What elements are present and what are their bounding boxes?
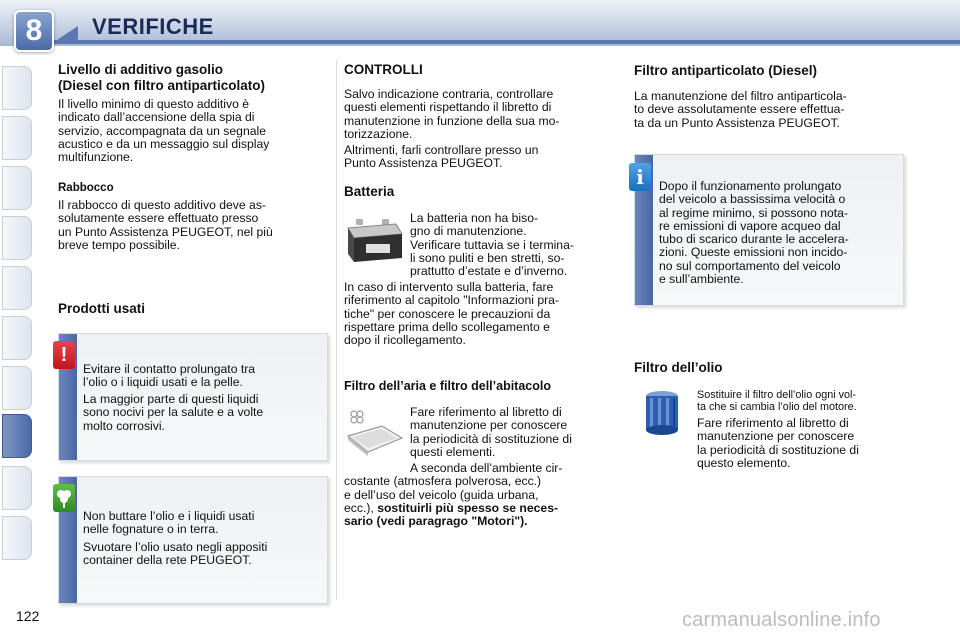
warning-paragraph-2 <box>83 393 321 433</box>
text-line: zioni. Queste emissioni non incido- <box>659 245 848 260</box>
text-line: breve tempo possibile. <box>58 237 180 252</box>
text-line: ta che si cambia l’olio del motore. <box>697 401 857 413</box>
text-line: questi elementi rispettando il libretto di <box>344 100 552 115</box>
text-line: rispettare prima dello scollegamento e <box>344 319 550 334</box>
watermark: carmanualsonline.info <box>682 609 881 631</box>
text-line: riferimento al capitolo "Informazioni pra- <box>344 293 559 308</box>
side-tab-5[interactable] <box>2 266 32 310</box>
text-line: In caso di intervento sulla batteria, fare <box>344 280 554 294</box>
battery-title: Batteria <box>344 184 395 199</box>
text-line: acustico e da un messaggio sul display <box>58 136 270 151</box>
oil-filter-paragraph <box>697 417 905 470</box>
text-line: container della rete PEUGEOT. <box>83 553 252 568</box>
text-line: Dopo il funzionamento prolungato <box>659 179 842 193</box>
text-line: Svuotare l’olio usato negli appositi <box>83 540 268 554</box>
text-line: tubo di scarico durante le accelera- <box>659 232 849 247</box>
page-number: 122 <box>16 608 40 624</box>
side-tab-10[interactable] <box>2 516 32 560</box>
side-tab-2[interactable] <box>2 116 32 160</box>
text-line: Non buttare l’olio e i liquidi usati <box>83 509 255 523</box>
refill-title: Rabbocco <box>58 182 114 194</box>
environment-paragraph-2 <box>83 541 321 568</box>
used-products-title: Prodotti usati <box>58 301 145 316</box>
air-filter-icon <box>344 404 404 460</box>
battery-paragraph-1 <box>410 212 615 278</box>
text-line: sono nocivi per la salute e a volte <box>83 405 264 420</box>
side-tab-6[interactable] <box>2 316 32 360</box>
text-line: La maggior parte di questi liquidi <box>83 392 259 406</box>
text-line: gno di manutenzione. <box>410 224 527 239</box>
text-line: indicato dall’accensione della spia di <box>58 110 255 125</box>
text-line: Sostituire il filtro dell’olio ogni vol- <box>697 389 857 401</box>
text-line: servizio, accompagnata da un segnale <box>58 123 266 138</box>
text-line: Fare riferimento al libretto di <box>410 405 562 419</box>
text-line: Salvo indicazione contraria, controllare <box>344 87 554 101</box>
side-tab-9[interactable] <box>2 466 32 510</box>
text-line: l’olio o i liquidi usati e la pelle. <box>83 375 243 390</box>
text-line: Il rabbocco di questo additivo deve as- <box>58 198 266 212</box>
text-line: un Punto Assistenza PEUGEOT, nel più <box>58 224 273 239</box>
additive-title-line-1: Livello di additivo gasolio <box>58 62 224 77</box>
text-span-bold: sostituirli più spesso se neces- <box>377 500 559 515</box>
text-line: costante (atmosfera polverosa, ecc.) <box>344 474 542 489</box>
column-divider <box>336 60 337 600</box>
text-line: tiche" per conoscere le precauzioni da <box>344 306 551 321</box>
controls-paragraph-1 <box>344 88 615 141</box>
controls-title: CONTROLLI <box>344 62 423 77</box>
chapter-number-tab[interactable]: 8 <box>14 10 54 52</box>
text-line: A seconda dell’ambiente cir- <box>410 461 563 475</box>
text-line: al regime minimo, si possono nota- <box>659 205 848 220</box>
text-line: manutenzione in funzione della sua mo- <box>344 113 560 128</box>
text-line: manutenzione per conoscere <box>410 418 568 433</box>
controls-paragraph-2 <box>344 144 615 171</box>
particle-filter-paragraph <box>634 90 904 130</box>
text-line: nelle fognature o in terra. <box>83 522 219 537</box>
oil-filter-note <box>697 389 905 413</box>
text-span: ecc.), <box>344 500 374 515</box>
text-line: to deve assolutamente essere effettua- <box>634 102 845 117</box>
text-line: Verificare tuttavia se i termina- <box>410 237 574 252</box>
additive-title-line-2: (Diesel con filtro antiparticolato) <box>58 78 266 93</box>
text-line: li sono puliti e ben stretti, so- <box>410 250 565 265</box>
text-line: Punto Assistenza PEUGEOT. <box>344 156 503 171</box>
text-line: Evitare il contatto prolungato tra <box>83 362 256 376</box>
leaf-icon <box>53 484 75 512</box>
text-line: manutenzione per conoscere <box>697 429 855 444</box>
additive-paragraph <box>58 98 326 164</box>
side-tab-3[interactable] <box>2 166 32 210</box>
text-line: questi elementi. <box>410 444 496 459</box>
text-line: dopo il ricollegamento. <box>344 333 466 348</box>
text-line: la periodicità di sostituzione di <box>697 442 859 457</box>
air-filter-title: Filtro dell’aria e filtro dell’abitacolo <box>344 379 551 393</box>
side-tab-7[interactable] <box>2 366 32 410</box>
text-line: solutamente essere effettuato presso <box>58 211 259 226</box>
text-line: La manutenzione del filtro antiparticola- <box>634 89 847 103</box>
side-tab-4[interactable] <box>2 216 32 260</box>
air-filter-paragraph-2 <box>344 462 615 528</box>
refill-paragraph <box>58 199 326 252</box>
text-line: no sul comportamento del veicolo <box>659 258 841 273</box>
text-line: e sull’ambiente. <box>659 272 744 287</box>
text-line: torizzazione. <box>344 126 413 141</box>
side-tab-1[interactable] <box>2 66 32 110</box>
title-underline <box>54 40 960 44</box>
text-line: del veicolo a bassissima velocità o <box>659 192 846 207</box>
air-filter-paragraph-1 <box>410 406 615 459</box>
text-line: La batteria non ha biso- <box>410 211 539 225</box>
text-line: Il livello minimo di questo additivo è <box>58 97 250 111</box>
chapter-title: VERIFICHE <box>92 14 214 39</box>
particle-filter-title: Filtro antiparticolato (Diesel) <box>634 63 818 78</box>
text-line: prattutto d’estate e d’inverno. <box>410 264 568 279</box>
text-line-mixed <box>344 502 615 515</box>
text-line: Fare riferimento al libretto di <box>697 416 849 430</box>
battery-paragraph-2 <box>344 281 615 347</box>
oil-filter-title: Filtro dell’olio <box>634 360 723 375</box>
text-line: molto corrosivi. <box>83 418 165 433</box>
side-tab-8-active[interactable] <box>2 414 32 458</box>
side-chapter-tabs <box>0 60 36 580</box>
battery-icon <box>344 214 404 266</box>
warning-paragraph-1 <box>83 363 321 390</box>
environment-paragraph-1 <box>83 510 321 537</box>
text-line: la periodicità di sostituzione di <box>410 431 572 446</box>
text-line: multifunzione. <box>58 150 134 165</box>
oil-filter-icon <box>638 388 686 440</box>
text-line: questo elemento. <box>697 455 791 470</box>
text-line: ta da un Punto Assistenza PEUGEOT. <box>634 115 840 130</box>
info-paragraph <box>659 180 897 286</box>
text-line: Altrimenti, farli controllare presso un <box>344 143 539 157</box>
info-icon: i <box>629 163 651 191</box>
text-line: re emissioni di vapore acqueo dal <box>659 218 841 233</box>
text-line-bold: sario (vedi paragrago "Motori"). <box>344 514 528 529</box>
warning-icon: ! <box>53 341 75 369</box>
text-line: e dell’uso del veicolo (guida urbana, <box>344 487 539 502</box>
